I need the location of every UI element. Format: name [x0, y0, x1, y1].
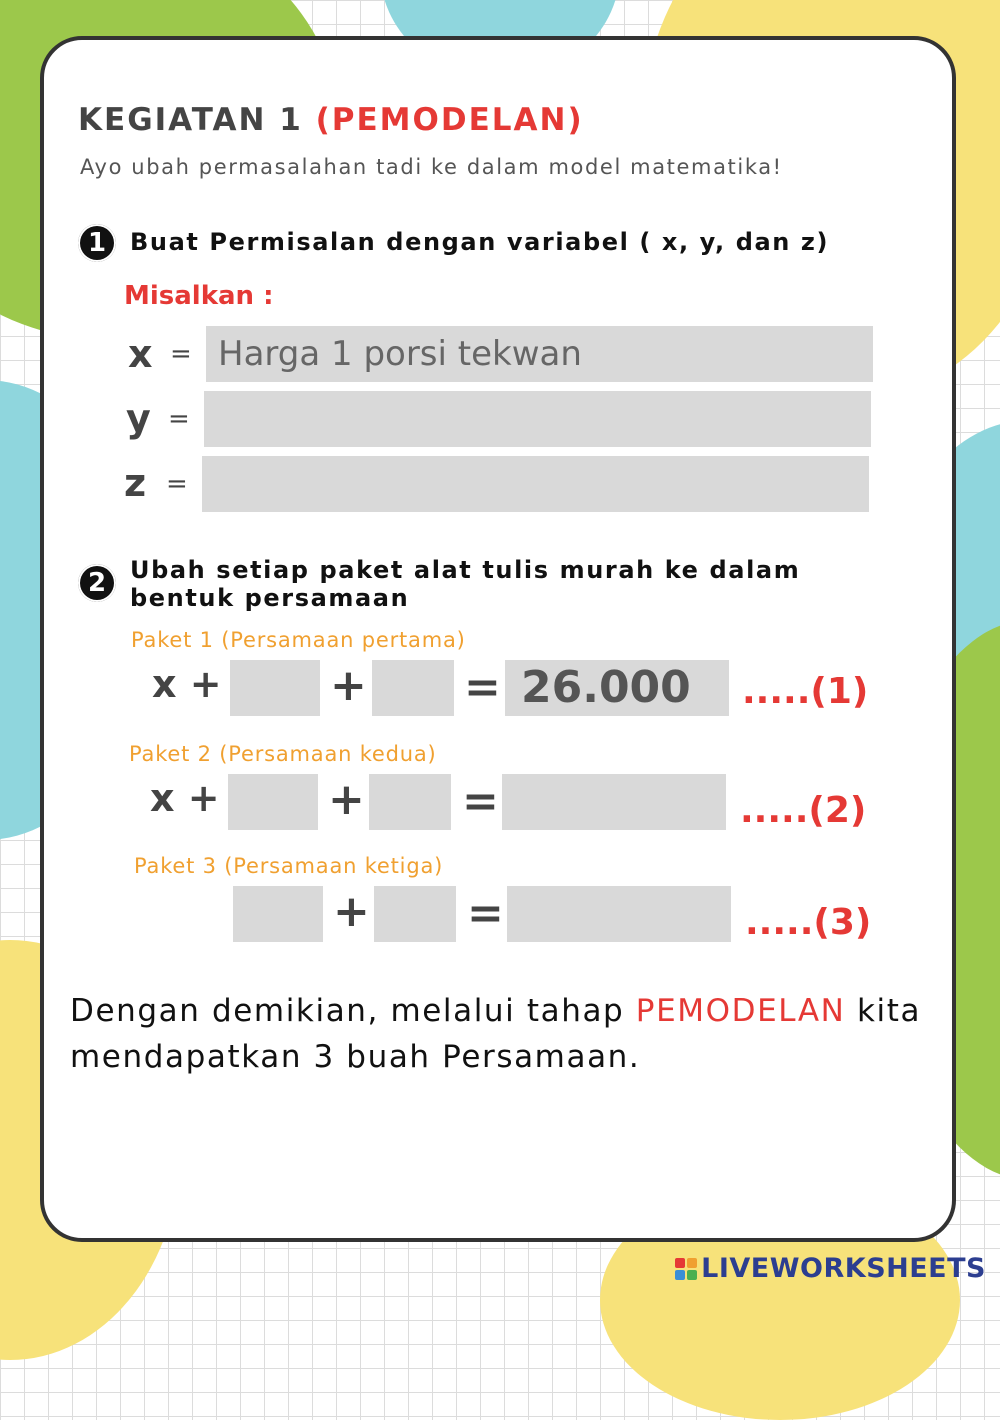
- step-1-title: Buat Permisalan dengan variabel ( x, y, dan z): [130, 228, 830, 256]
- step-2-number-icon: 2: [78, 564, 116, 602]
- paket-2-input-b[interactable]: [369, 774, 451, 830]
- title-accent: (PEMODELAN): [315, 102, 584, 138]
- step-2-title-line-1: Ubah setiap paket alat tulis murah ke dalam: [130, 556, 801, 584]
- variable-y-equals: =: [168, 404, 190, 434]
- paket-1-result-input[interactable]: [505, 660, 729, 716]
- conclusion-part-2: kita mendapatkan 3 buah Persamaan.: [70, 993, 922, 1075]
- paket-2-lead: x +: [150, 776, 220, 820]
- page-title: [78, 102, 584, 138]
- variable-z-equals: =: [166, 469, 188, 499]
- paket-2-input-a[interactable]: [228, 774, 318, 830]
- variable-z-label: z: [124, 461, 147, 505]
- paket-3-plus: +: [333, 886, 370, 937]
- variable-y-label: y: [126, 396, 151, 440]
- paket-2-label: Paket 2 (Persamaan kedua): [129, 742, 437, 766]
- paket-3-input-a[interactable]: [233, 886, 323, 942]
- paket-3-input-b[interactable]: [374, 886, 456, 942]
- paket-3-equals: =: [467, 888, 504, 939]
- variable-z-input[interactable]: [202, 456, 869, 512]
- paket-1-input-a[interactable]: [230, 660, 320, 716]
- variable-x-equals: =: [170, 339, 192, 369]
- conclusion-text: [70, 988, 950, 1080]
- paket-1-reference: .....(1): [742, 671, 869, 712]
- variable-x-input[interactable]: [206, 326, 873, 382]
- logo-text: LIVEWORKSHEETS: [701, 1253, 986, 1284]
- paket-3-result-input[interactable]: [507, 886, 731, 942]
- paket-1-label: Paket 1 (Persamaan pertama): [131, 628, 466, 652]
- variable-x-label: x: [128, 332, 153, 376]
- variable-y-input[interactable]: [204, 391, 871, 447]
- conclusion-highlight: PEMODELAN: [635, 993, 846, 1029]
- logo-mark-icon: [675, 1258, 697, 1280]
- paket-1-plus: +: [330, 660, 367, 711]
- liveworksheets-logo[interactable]: [675, 1253, 986, 1284]
- paket-1-input-b[interactable]: [372, 660, 454, 716]
- paket-1-result-value: 26.000: [521, 662, 691, 713]
- variable-x-value: Harga 1 porsi tekwan: [218, 334, 582, 374]
- paket-2-equals: =: [462, 776, 499, 827]
- title-main: KEGIATAN 1: [78, 102, 303, 138]
- paket-1-equals: =: [464, 662, 501, 713]
- step-2-title: [130, 556, 800, 612]
- paket-2-plus: +: [328, 774, 365, 825]
- paket-3-reference: .....(3): [745, 902, 872, 943]
- page-subtitle: Ayo ubah permasalahan tadi ke dalam model matematika!: [80, 155, 783, 179]
- paket-2-result-input[interactable]: [502, 774, 726, 830]
- conclusion-part-1: Dengan demikian, melalui tahap: [70, 993, 625, 1029]
- misalkan-label: Misalkan :: [124, 281, 274, 311]
- paket-3-label: Paket 3 (Persamaan ketiga): [134, 854, 444, 878]
- step-1-number-icon: 1: [78, 224, 116, 262]
- paket-1-lead: x +: [152, 662, 222, 706]
- step-2-title-line-2: bentuk persamaan: [130, 584, 410, 612]
- paket-2-reference: .....(2): [740, 790, 867, 831]
